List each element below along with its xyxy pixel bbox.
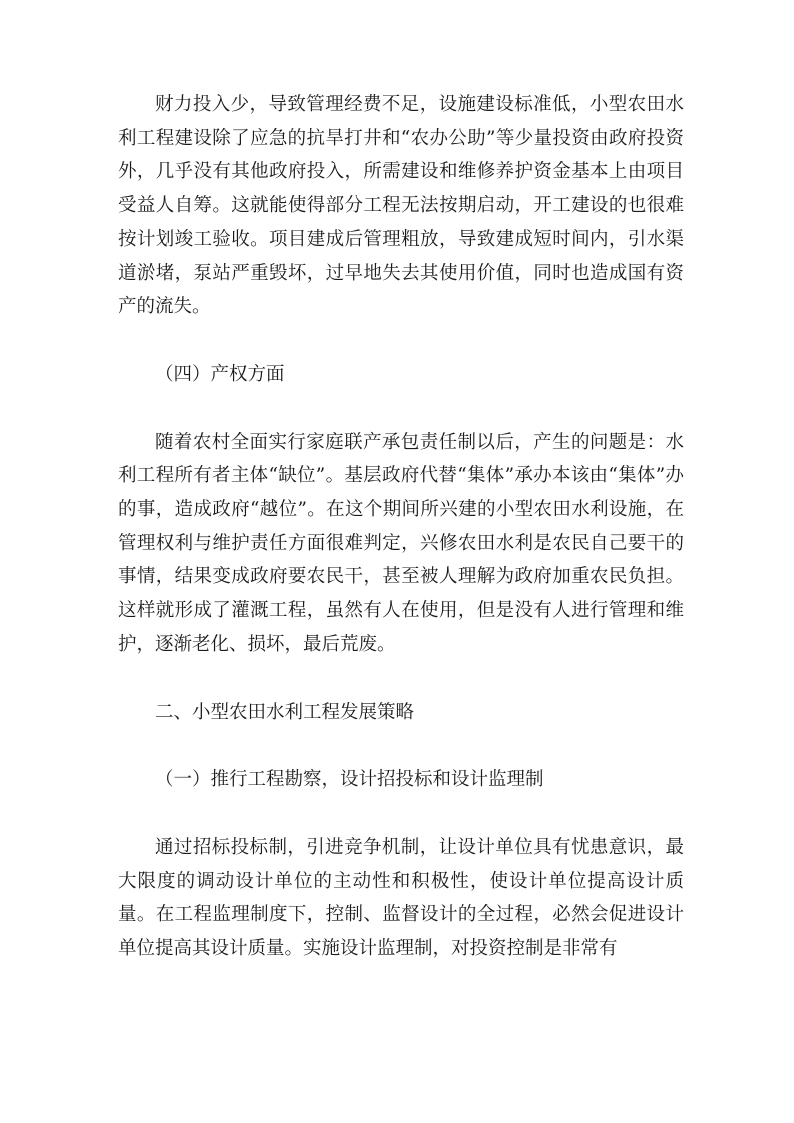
spacer bbox=[118, 662, 684, 696]
spacer bbox=[118, 392, 684, 426]
subheading-survey-design: （一）推行工程勘察，设计招投标和设计监理制 bbox=[155, 769, 544, 791]
spacer bbox=[118, 797, 684, 831]
paragraph-bidding: 通过招标投标制，引进竞争机制，让设计单位具有忧患意识，最大限度的调动设计单位的主动性和积极性，使设计单位提高设计质量。在工程监理制度下，控制、监督设计的全过程，必然会促进设计单位提高其设计质量。实施设计监理制，对投资控制是非常有 bbox=[118, 836, 684, 960]
spacer bbox=[118, 324, 684, 358]
paragraph-property-rights: 随着农村全面实行家庭联产承包责任制以后，产生的问题是：水利工程所有者主体“缺位”。基层政府代替“集体”承办本该由“集体”办的事，造成政府“越位”。在这个期间所兴建的小型农田水利设施，在管理权利与维护责任方面很难判定，兴修农田水利是农民自己要干的事情，结果变成政府要农民干，甚至被人理解为政府加重农民负担。这样就形成了灌溉工程，虽然有人在使用，但是没有人进行管理和维护，逐渐老化、损坏，最后荒废。 bbox=[118, 431, 684, 655]
paragraph-funding: 财力投入少，导致管理经费不足，设施建设标准低，小型农田水利工程建设除了应急的抗旱打井和“农办公助”等少量投资由政府投资外，几乎没有其他政府投入，所需建设和维修养护资金基本上由项目受益人自筹。这就能使得部分工程无法按期启动，开工建设的也很难按计划竣工验收。项目建成后管理粗放，导致建成短时间内，引水渠道淤堵，泵站严重毁坏，过早地失去其使用价值，同时也造成国有资产的流失。 bbox=[118, 94, 684, 318]
spacer bbox=[118, 729, 684, 763]
document-page bbox=[118, 88, 684, 966]
section-heading-strategy: 二、小型农田水利工程发展策略 bbox=[155, 701, 415, 723]
heading-property-rights: （四）产权方面 bbox=[155, 363, 285, 385]
